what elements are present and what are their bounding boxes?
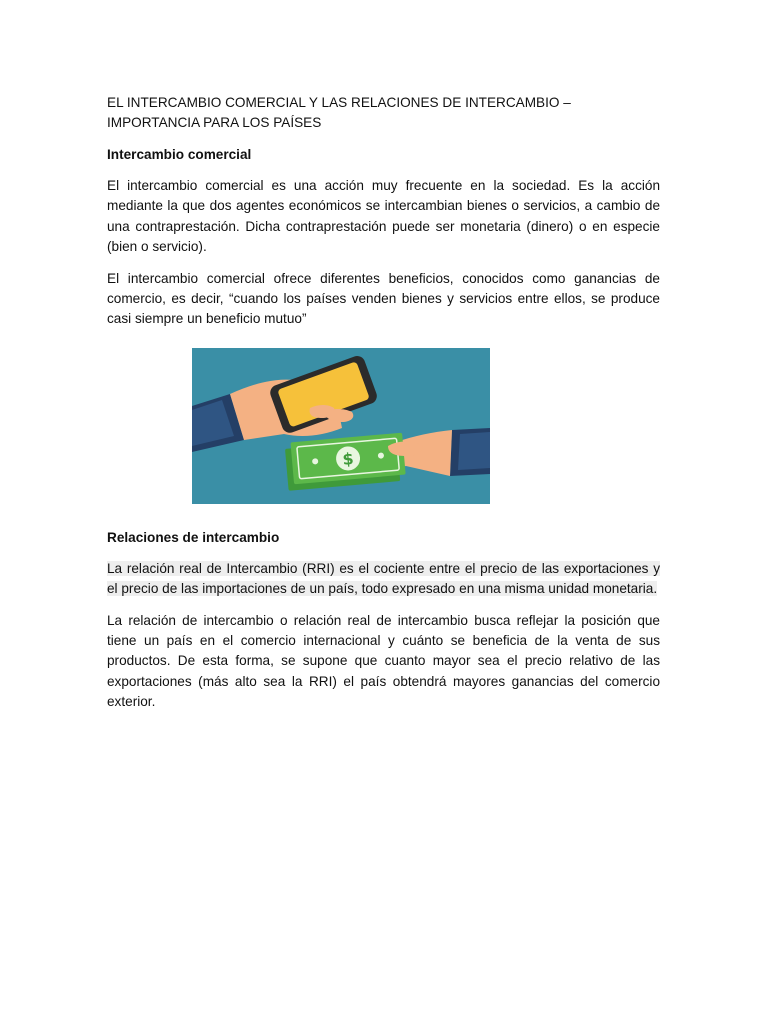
money-icon	[284, 433, 406, 491]
trade-exchange-illustration	[192, 348, 490, 504]
phone-money-exchange-image	[192, 348, 490, 504]
paragraph: El intercambio comercial ofrece diferentes beneficios, conocidos como ganancias de comercio, es decir, “cuando los países venden bienes y servicios entre ellos, se produce casi siempre un beneficio mutuo”	[107, 270, 660, 327]
section-heading-intercambio-comercial: Intercambio comercial	[107, 147, 252, 162]
paragraph: La relación de intercambio o relación real de intercambio busca reflejar la posición que tiene un país en el comercio internacional y cuánto se beneficia de la venta de sus productos. De esta forma, se supone que cuanto mayor sea el precio relativo de las exportaciones (más alto sea la RRI) el país obtendrá mayores ganancias del comercio exterior.	[107, 612, 660, 710]
section-heading-relaciones-de-intercambio: Relaciones de intercambio	[107, 529, 280, 545]
paragraph-highlighted	[107, 559, 660, 600]
highlighted-text: La relación real de Intercambio (RRI) es el cociente entre el precio de las exportaciones y el precio de las importaciones de un país, todo expresado en una misma unidad monetaria.	[107, 560, 660, 597]
document-body	[107, 93, 660, 724]
document-title: EL INTERCAMBIO COMERCIAL Y LAS RELACIONES DE INTERCAMBIO –IMPORTANCIA PARA LOS PAÍSES	[107, 95, 571, 130]
right-sleeve-shade	[458, 432, 490, 470]
paragraph: El intercambio comercial es una acción muy frecuente en la sociedad. Es la acción mediante la que dos agentes económicos se intercambian bienes o servicios, a cambio de una contraprestación. Dicha contraprestación puede ser monetaria (dinero) o en especie (bien o servicio).	[107, 178, 660, 255]
dollar-symbol: $	[341, 448, 355, 469]
right-thumb	[388, 441, 422, 456]
